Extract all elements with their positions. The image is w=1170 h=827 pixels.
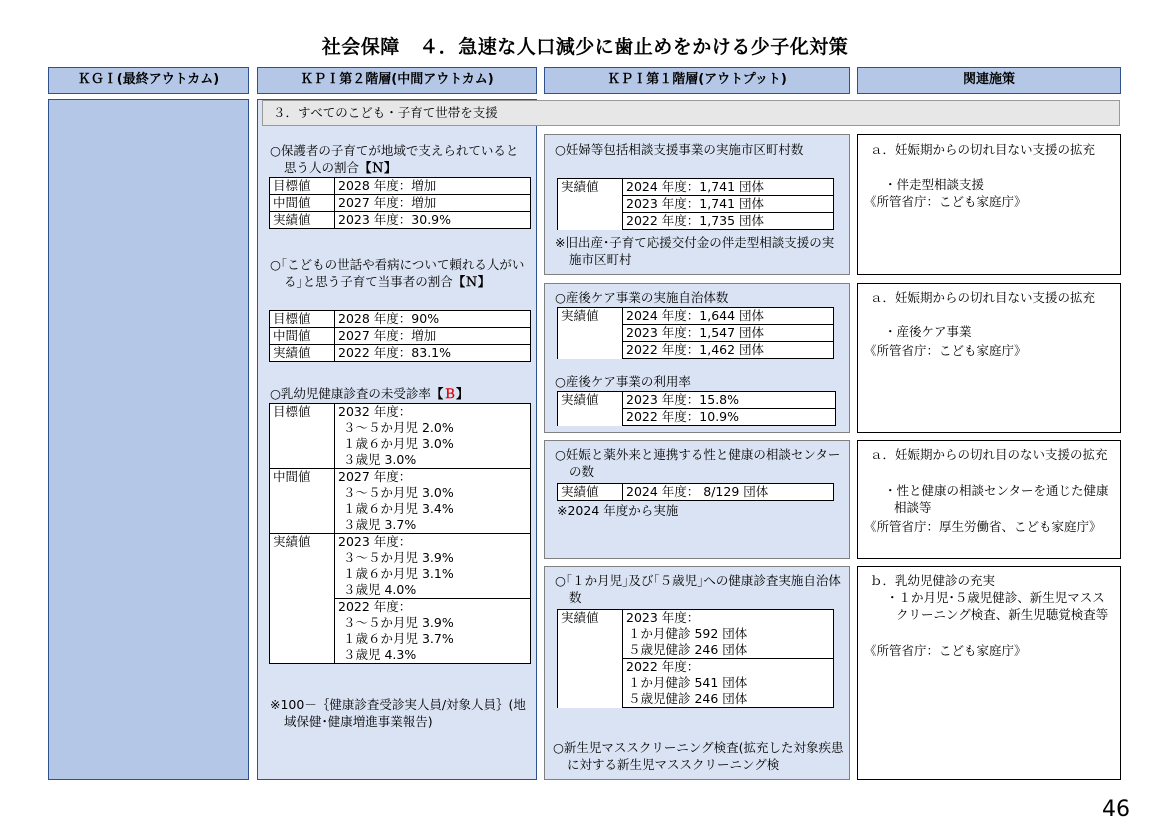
kgi-column [48,99,249,780]
kpi1-box2-table [557,307,834,359]
header-kpi2: ＫＰＩ第２階層(中間アウトカム) [257,67,537,94]
policy-box4-ministry: 《所管省庁：こども家庭庁》 [864,643,1027,658]
cell: 実績値 [558,179,623,230]
cell: １歳６か月児 3.0% [335,436,531,452]
cell: １歳６か月児 3.7% [335,631,531,647]
cell: １か月健診 592 団体 [623,626,834,642]
policy-box4-title: ｂ．乳幼児健診の充実 [870,573,996,588]
cell: 2022 年度：10.9% [623,409,836,426]
cell: 実績値 [558,484,623,501]
header-kpi1: ＫＰＩ第１階層(アウトプット) [544,67,850,94]
policy-box1 [857,134,1121,275]
kpi1-box4-table [557,609,834,708]
policy-box2-ministry: 《所管省庁：こども家庭庁》 [864,343,1027,358]
header-kgi: ＫＧＩ(最終アウトカム) [48,67,249,94]
cell: 2028 年度：増加 [335,178,531,195]
cell: 2023 年度：15.8% [623,392,836,409]
policy-box4-sub: ・１か月児･５歳児健診、新生児マススクリーニング検査、新生児聴覚検査等 [886,590,1109,622]
kpi1-box3-title: ○妊娠と薬外来と連携する性と健康の相談センターの数 [555,447,841,479]
cell: １か月健診 541 団体 [623,675,834,691]
policy-box2 [857,283,1121,433]
cell: ３歳児 3.7% [335,517,531,534]
cell: ３歳児 3.0% [335,452,531,469]
policy-box4 [857,566,1121,780]
cell: 2028 年度：90% [335,311,531,328]
kpi1-box2-table2 [557,391,836,426]
policy-box1-ministry: 《所管省庁：こども家庭庁》 [864,194,1027,209]
kpi2-item1-table [269,177,531,229]
cell: 2027 年度：増加 [335,195,531,212]
cell: 実績値 [558,308,623,359]
policy-box2-title: ａ．妊娠期からの切れ目ない支援の拡充 [870,290,1096,305]
kpi2-item2-table [269,310,531,362]
kpi1-box3-table [557,483,834,501]
cell: 目標値 [270,404,335,469]
kpi1-box2 [544,283,850,433]
kpi1-box4-title: ○｢１か月児｣及び｢５歳児｣への健康診査実施自治体数 [555,573,841,605]
policy-box3-title: ａ．妊娠期からの切れ目のない支援の拡充 [870,447,1108,462]
kpi1-box1 [544,134,850,275]
policy-box3 [857,440,1121,559]
cell: ３～５か月児 3.9% [335,550,531,566]
policy-box2-sub: ・産後ケア事業 [884,324,972,339]
cell: 2022 年度：1,735 団体 [623,213,834,230]
cell: 2023 年度：1,547 団体 [623,325,834,342]
cell: 2022 年度： [623,659,834,676]
kpi2-item2-title: ○｢こどもの世話や看病について頼れる人がいる｣と思う子育て当事者の割合【Ｎ】 [270,257,525,289]
kpi1-box4 [544,566,850,780]
cell: 2023 年度： [623,610,834,627]
kpi1-box3 [544,440,850,559]
kpi1-box2-title2: ○産後ケア事業の利用率 [555,374,691,389]
cell: ５歳児健診 246 団体 [623,691,834,708]
cell: 2022 年度：83.1% [335,345,531,362]
cell: １歳６か月児 3.1% [335,566,531,582]
cell: １歳６か月児 3.4% [335,501,531,517]
cell: 中間値 [270,469,335,534]
cell: 2023 年度： [335,534,531,551]
cell: ３歳児 4.3% [335,647,531,664]
cell: ３歳児 4.0% [335,582,531,599]
cell: ３～５か月児 2.0% [335,420,531,436]
page-title: 社会保障 ４．急速な人口減少に歯止めをかける少子化対策 [321,36,849,58]
page-number: 46 [1102,797,1130,822]
cell: 2022 年度：1,462 団体 [623,342,834,359]
kpi1-box3-note: ※2024 年度から実施 [557,503,679,518]
cell: 目標値 [270,311,335,328]
section-header: ３．すべてのこども・子育て世帯を支援 [262,100,1120,126]
kpi2-item3-title: ○乳幼児健康診査の未受診率【Ｂ】 [270,386,469,401]
kpi1-box1-title: ○妊婦等包括相談支援事業の実施市区町村数 [555,142,804,157]
policy-box3-sub: ・性と健康の相談センターを通じた健康相談等 [884,483,1109,515]
cell: 目標値 [270,178,335,195]
cell: 実績値 [558,392,623,426]
cell: 2024 年度：1,644 団体 [623,308,834,325]
cell: 2022 年度： [335,599,531,616]
policy-box1-title: ａ．妊娠期からの切れ目ない支援の拡充 [870,142,1096,157]
cell: 2023 年度：30.9% [335,212,531,229]
cell: 実績値 [558,610,623,708]
policy-box3-ministry: 《所管省庁：厚生労働省、こども家庭庁》 [864,519,1102,534]
kpi1-box4-note: ○新生児マススクリーニング検査(拡充した対象疾患に対する新生児マススクリーニング検 [553,740,844,772]
cell: ３～５か月児 3.9% [335,615,531,631]
policy-box1-sub: ・伴走型相談支援 [884,177,985,192]
cell: 中間値 [270,328,335,345]
kpi2-item3-note: ※100－｛健康診査受診実人員/対象人員｝(地域保健･健康増進事業報告) [270,697,526,729]
kpi1-box1-note: ※旧出産･子育て応援交付金の伴走型相談支援の実施市区町村 [555,235,835,267]
cell: 2027 年度：増加 [335,328,531,345]
cell: ３～５か月児 3.0% [335,485,531,501]
kpi1-box1-table [557,178,834,230]
kpi2-item3-table [269,403,531,664]
cell: 実績値 [270,534,335,664]
cell: 2032 年度： [335,404,531,421]
header-policy: 関連施策 [857,67,1121,94]
kpi1-box2-title: ○産後ケア事業の実施自治体数 [555,290,729,305]
cell: 2024 年度：1,741 団体 [623,179,834,196]
cell: 実績値 [270,345,335,362]
cell: 2023 年度：1,741 団体 [623,196,834,213]
kpi2-item1-title: ○保護者の子育てが地域で支えられていると思う人の割合【Ｎ】 [270,143,519,175]
cell: 2024 年度： 8/129 団体 [623,484,834,501]
cell: 中間値 [270,195,335,212]
cell: 2027 年度： [335,469,531,486]
cell: 実績値 [270,212,335,229]
cell: ５歳児健診 246 団体 [623,642,834,659]
